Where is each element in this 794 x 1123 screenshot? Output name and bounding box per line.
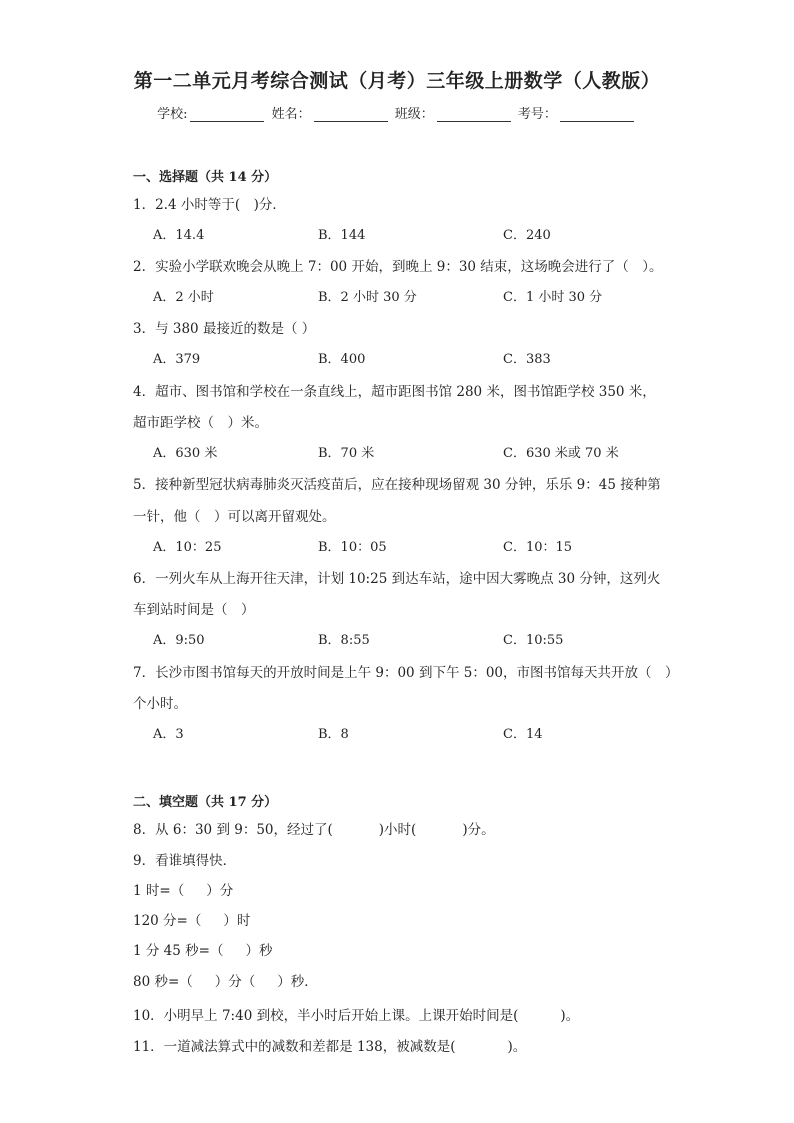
q8-text-3: )分。 xyxy=(462,822,495,838)
name-label: 姓名： xyxy=(271,107,311,122)
question-5-stem-line2: 一针，他（ ）可以离开留观处。 xyxy=(133,509,336,525)
class-field[interactable] xyxy=(437,107,511,122)
q1-option-a[interactable]: A．14.4 xyxy=(153,228,205,243)
q3-option-b[interactable]: B．400 xyxy=(318,352,366,367)
q10-text-2: )。 xyxy=(560,1008,580,1024)
q11-text-2: )。 xyxy=(507,1039,527,1055)
question-6-stem-line1: 6．一列火车从上海开往天津，计划 10:25 到达车站，途中因大雾晚点 30 分钟，这列火 xyxy=(133,571,661,587)
exam-no-label: 考号： xyxy=(517,107,557,122)
q6-option-c[interactable]: C．10:55 xyxy=(503,633,564,648)
q9-l1-text-b: ）分 xyxy=(206,883,234,899)
question-9-stem: 9．看谁填得快． xyxy=(133,853,237,869)
question-5-stem-line1: 5．接种新型冠状病毒肺炎灭活疫苗后，应在接种现场留观 30 分钟，乐乐 9：45 接种第 xyxy=(133,477,661,493)
q9-l1-text-a: 1 时=（ xyxy=(133,883,185,899)
q9-l4-text-a: 80 秒=（ xyxy=(133,974,193,990)
question-8 xyxy=(133,818,495,838)
q9-l4-text-b: ）分（ xyxy=(214,974,256,990)
school-field[interactable] xyxy=(190,107,264,122)
q9-line-1 xyxy=(133,879,233,899)
question-10 xyxy=(133,1004,579,1024)
q9-l2-text-b: ）时 xyxy=(223,913,251,929)
q5-option-c[interactable]: C．10：15 xyxy=(503,540,573,555)
q9-line-2 xyxy=(133,909,250,929)
q7-option-b[interactable]: B．8 xyxy=(318,727,349,742)
q7-option-c[interactable]: C．14 xyxy=(503,727,543,742)
question-4-stem-line2: 超市距学校（ ）米。 xyxy=(133,415,268,431)
q5-option-b[interactable]: B．10：05 xyxy=(318,540,387,555)
q8-text-1: 8．从 6：30 到 9：50，经过了( xyxy=(133,822,333,838)
q6-option-a[interactable]: A．9:50 xyxy=(153,633,205,648)
q7-option-a[interactable]: A．3 xyxy=(153,727,184,742)
q10-text-1: 10．小明早上 7:40 到校，半小时后开始上课。上课开始时间是( xyxy=(133,1008,519,1024)
q5-option-a[interactable]: A．10：25 xyxy=(153,540,222,555)
q11-text-1: 11．一道减法算式中的减数和差都是 138，被减数是( xyxy=(133,1039,456,1055)
q9-line-3 xyxy=(133,939,272,959)
question-6-stem-line2: 车到站时间是（ ） xyxy=(133,602,255,618)
question-7-stem-line1: 7．长沙市图书馆每天的开放时间是上午 9：00 到下午 5：00，市图书馆每天共开放（ ） xyxy=(133,665,679,681)
q6-option-b[interactable]: B．8:55 xyxy=(318,633,370,648)
q9-l2-text-a: 120 分=（ xyxy=(133,913,202,929)
q9-line-4 xyxy=(133,970,318,990)
student-info-line xyxy=(0,103,794,122)
q3-option-a[interactable]: A．379 xyxy=(153,352,201,367)
question-7-stem-line2: 个小时。 xyxy=(133,696,187,712)
q9-l3-text-a: 1 分 45 秒=（ xyxy=(133,943,224,959)
question-4-stem-line1: 4．超市、图书馆和学校在一条直线上，超市距图书馆 280 米，图书馆距学校 350 米， xyxy=(133,384,656,400)
question-1-stem: 1．2.4 小时等于( )分． xyxy=(133,197,286,213)
q9-l4-text-c: ）秒． xyxy=(277,974,318,990)
q2-option-b[interactable]: B．2 小时 30 分 xyxy=(318,290,417,305)
class-label: 班级： xyxy=(394,107,434,122)
school-label: 学校: xyxy=(157,107,188,122)
page-title: 第一二单元月考综合测试（月考）三年级上册数学（人教版） xyxy=(133,70,661,92)
question-3-stem: 3．与 380 最接近的数是（ ） xyxy=(133,321,316,337)
section-fill-title: 二、填空题（共 17 分） xyxy=(133,795,278,810)
name-field[interactable] xyxy=(314,107,388,122)
q9-l3-text-b: ）秒 xyxy=(245,943,273,959)
q1-option-b[interactable]: B．144 xyxy=(318,228,366,243)
exam-no-field[interactable] xyxy=(560,107,634,122)
q8-text-2: )小时( xyxy=(378,822,417,838)
question-11 xyxy=(133,1035,526,1055)
q4-option-a[interactable]: A．630 米 xyxy=(153,446,218,461)
question-2-stem: 2．实验小学联欢晚会从晚上 7：00 开始，到晚上 9：30 结束，这场晚会进行了（ ）。 xyxy=(133,259,663,275)
q1-option-c[interactable]: C．240 xyxy=(503,228,551,243)
q4-option-b[interactable]: B．70 米 xyxy=(318,446,375,461)
section-choice-title: 一、选择题（共 14 分） xyxy=(133,170,278,185)
q2-option-c[interactable]: C．1 小时 30 分 xyxy=(503,290,603,305)
q4-option-c[interactable]: C．630 米或 70 米 xyxy=(503,446,619,461)
q3-option-c[interactable]: C．383 xyxy=(503,352,551,367)
q2-option-a[interactable]: A．2 小时 xyxy=(153,290,214,305)
